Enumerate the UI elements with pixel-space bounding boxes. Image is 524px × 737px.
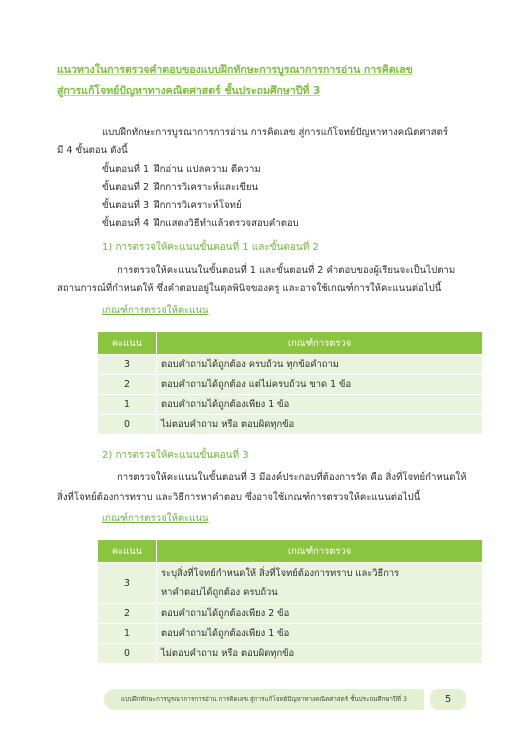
footer-bar: แบบฝึกทักษะการบูรณาการการอ่าน การคิดเลข สู่การแก้โจทย์ปัญหาทางคณิตศาสตร์ ชั้นประถมศึกษาปีที่ 3: [104, 689, 424, 710]
criteria-cell: ตอบคำถามได้ถูกต้องเพียง 1 ข้อ: [157, 624, 483, 644]
section-2-para-line-2: สิ่งที่โจทย์ต้องการทราบ และวิธีการหาคำตอบ ซึ่งอาจใช้เกณฑ์การตรวจให้คะแนนต่อไปนี้: [57, 492, 421, 503]
step-text: ฝึกอ่าน แปลความ ตีความ: [154, 164, 261, 175]
scoring-table-1: [97, 331, 483, 435]
section-2-para-line-1: การตรวจให้คะแนนในขั้นตอนที่ 3 มีองค์ประกอบที่ต้องการวัด คือ สิ่งที่โจทย์กำหนดให้: [117, 472, 467, 483]
criteria-cell: ตอบคำถามได้ถูกต้องเพียง 2 ข้อ: [157, 604, 483, 624]
header-score: คะแนน: [98, 332, 157, 355]
heading-line-1: แนวทางในการตรวจคำตอบของแบบฝึกทักษะการบูรณาการการอ่าน การคิดเลข: [57, 64, 413, 76]
table-row: [98, 355, 483, 375]
header-criteria: เกณฑ์การตรวจ: [157, 332, 483, 355]
heading-line-2: สู่การแก้โจทย์ปัญหาทางคณิตศาสตร์ ชั้นประถมศึกษาปีที่ 3: [57, 85, 321, 97]
section-1-para-line-2: สถานการณ์ที่กำหนดให้ ซึ่งคำตอบอยู่ในดุลพินิจของครู และอาจใช้เกณฑ์การให้คะแนนต่อไปนี้: [57, 283, 442, 294]
criteria-cell: ไม่ตอบคำถาม หรือ ตอบผิดทุกข้อ: [157, 644, 483, 664]
criteria-cell: [157, 563, 483, 604]
table-header-row: [98, 332, 483, 355]
section-2-title: 2) การตรวจให้คะแนนขั้นตอนที่ 3: [102, 450, 249, 461]
score-cell: 2: [98, 604, 157, 624]
criteria-line-2: หาคำตอบได้ถูกต้อง ครบถ้วน: [161, 587, 278, 598]
criteria-cell: ตอบคำถามได้ถูกต้อง ครบถ้วน ทุกข้อคำถาม: [157, 355, 483, 375]
header-score: คะแนน: [98, 540, 157, 563]
step-1: [102, 163, 261, 177]
criteria-cell: ตอบคำถามได้ถูกต้องเพียง 1 ข้อ: [157, 395, 483, 415]
score-cell: 2: [98, 375, 157, 395]
intro-line-1: แบบฝึกทักษะการบูรณาการการอ่าน การคิดเลข สู่การแก้โจทย์ปัญหาทางคณิตศาสตร์: [102, 127, 449, 138]
table-row: [98, 375, 483, 395]
table-row: [98, 415, 483, 435]
step-text: ฝึกการวิเคราะห์โจทย์: [154, 200, 242, 211]
section-2-criteria-label: เกณฑ์การตรวจให้คะแนน: [102, 513, 209, 524]
score-cell: 1: [98, 624, 157, 644]
score-cell: 0: [98, 644, 157, 664]
criteria-cell: ไม่ตอบคำถาม หรือ ตอบผิดทุกข้อ: [157, 415, 483, 435]
intro-line-2: มี 4 ขั้นตอน ดังนี้: [57, 145, 128, 156]
score-cell: 1: [98, 395, 157, 415]
header-criteria: เกณฑ์การตรวจ: [157, 540, 483, 563]
score-cell: 3: [98, 563, 157, 604]
step-label: ขั้นตอนที่ 3: [102, 200, 150, 211]
criteria-line-1: ระบุสิ่งที่โจทย์กำหนดให้ สิ่งที่โจทย์ต้องการทราบ และวิธีการ: [161, 568, 400, 579]
table-header-row: [98, 540, 483, 563]
score-cell: 0: [98, 415, 157, 435]
table-row: [98, 644, 483, 664]
step-4: [102, 217, 299, 231]
step-text: ฝึกการวิเคราะห์และเขียน: [154, 182, 259, 193]
criteria-cell: ตอบคำถามได้ถูกต้อง แต่ไม่ครบถ้วน ขาด 1 ข้อ: [157, 375, 483, 395]
section-1-criteria-label: เกณฑ์การตรวจให้คะแนน: [102, 305, 209, 316]
table-row: [98, 563, 483, 604]
step-label: ขั้นตอนที่ 4: [102, 218, 150, 229]
section-1-para-line-1: การตรวจให้คะแนนในขั้นตอนที่ 1 และขั้นตอนที่ 2 คำตอบของผู้เรียนจะเป็นไปตาม: [117, 265, 456, 276]
score-cell: 3: [98, 355, 157, 375]
step-2: [102, 181, 258, 195]
section-1-title: 1) การตรวจให้คะแนนขั้นตอนที่ 1 และขั้นตอนที่ 2: [102, 242, 319, 253]
step-3: [102, 199, 242, 213]
page-heading: [57, 60, 477, 102]
table-row: [98, 395, 483, 415]
step-label: ขั้นตอนที่ 2: [102, 182, 150, 193]
table-row: [98, 604, 483, 624]
step-text: ฝึกแสดงวิธีทำแล้วตรวจสอบคำตอบ: [154, 218, 299, 229]
step-label: ขั้นตอนที่ 1: [102, 164, 150, 175]
page-number: 5: [430, 689, 466, 710]
scoring-table-2: [97, 539, 483, 664]
table-row: [98, 624, 483, 644]
